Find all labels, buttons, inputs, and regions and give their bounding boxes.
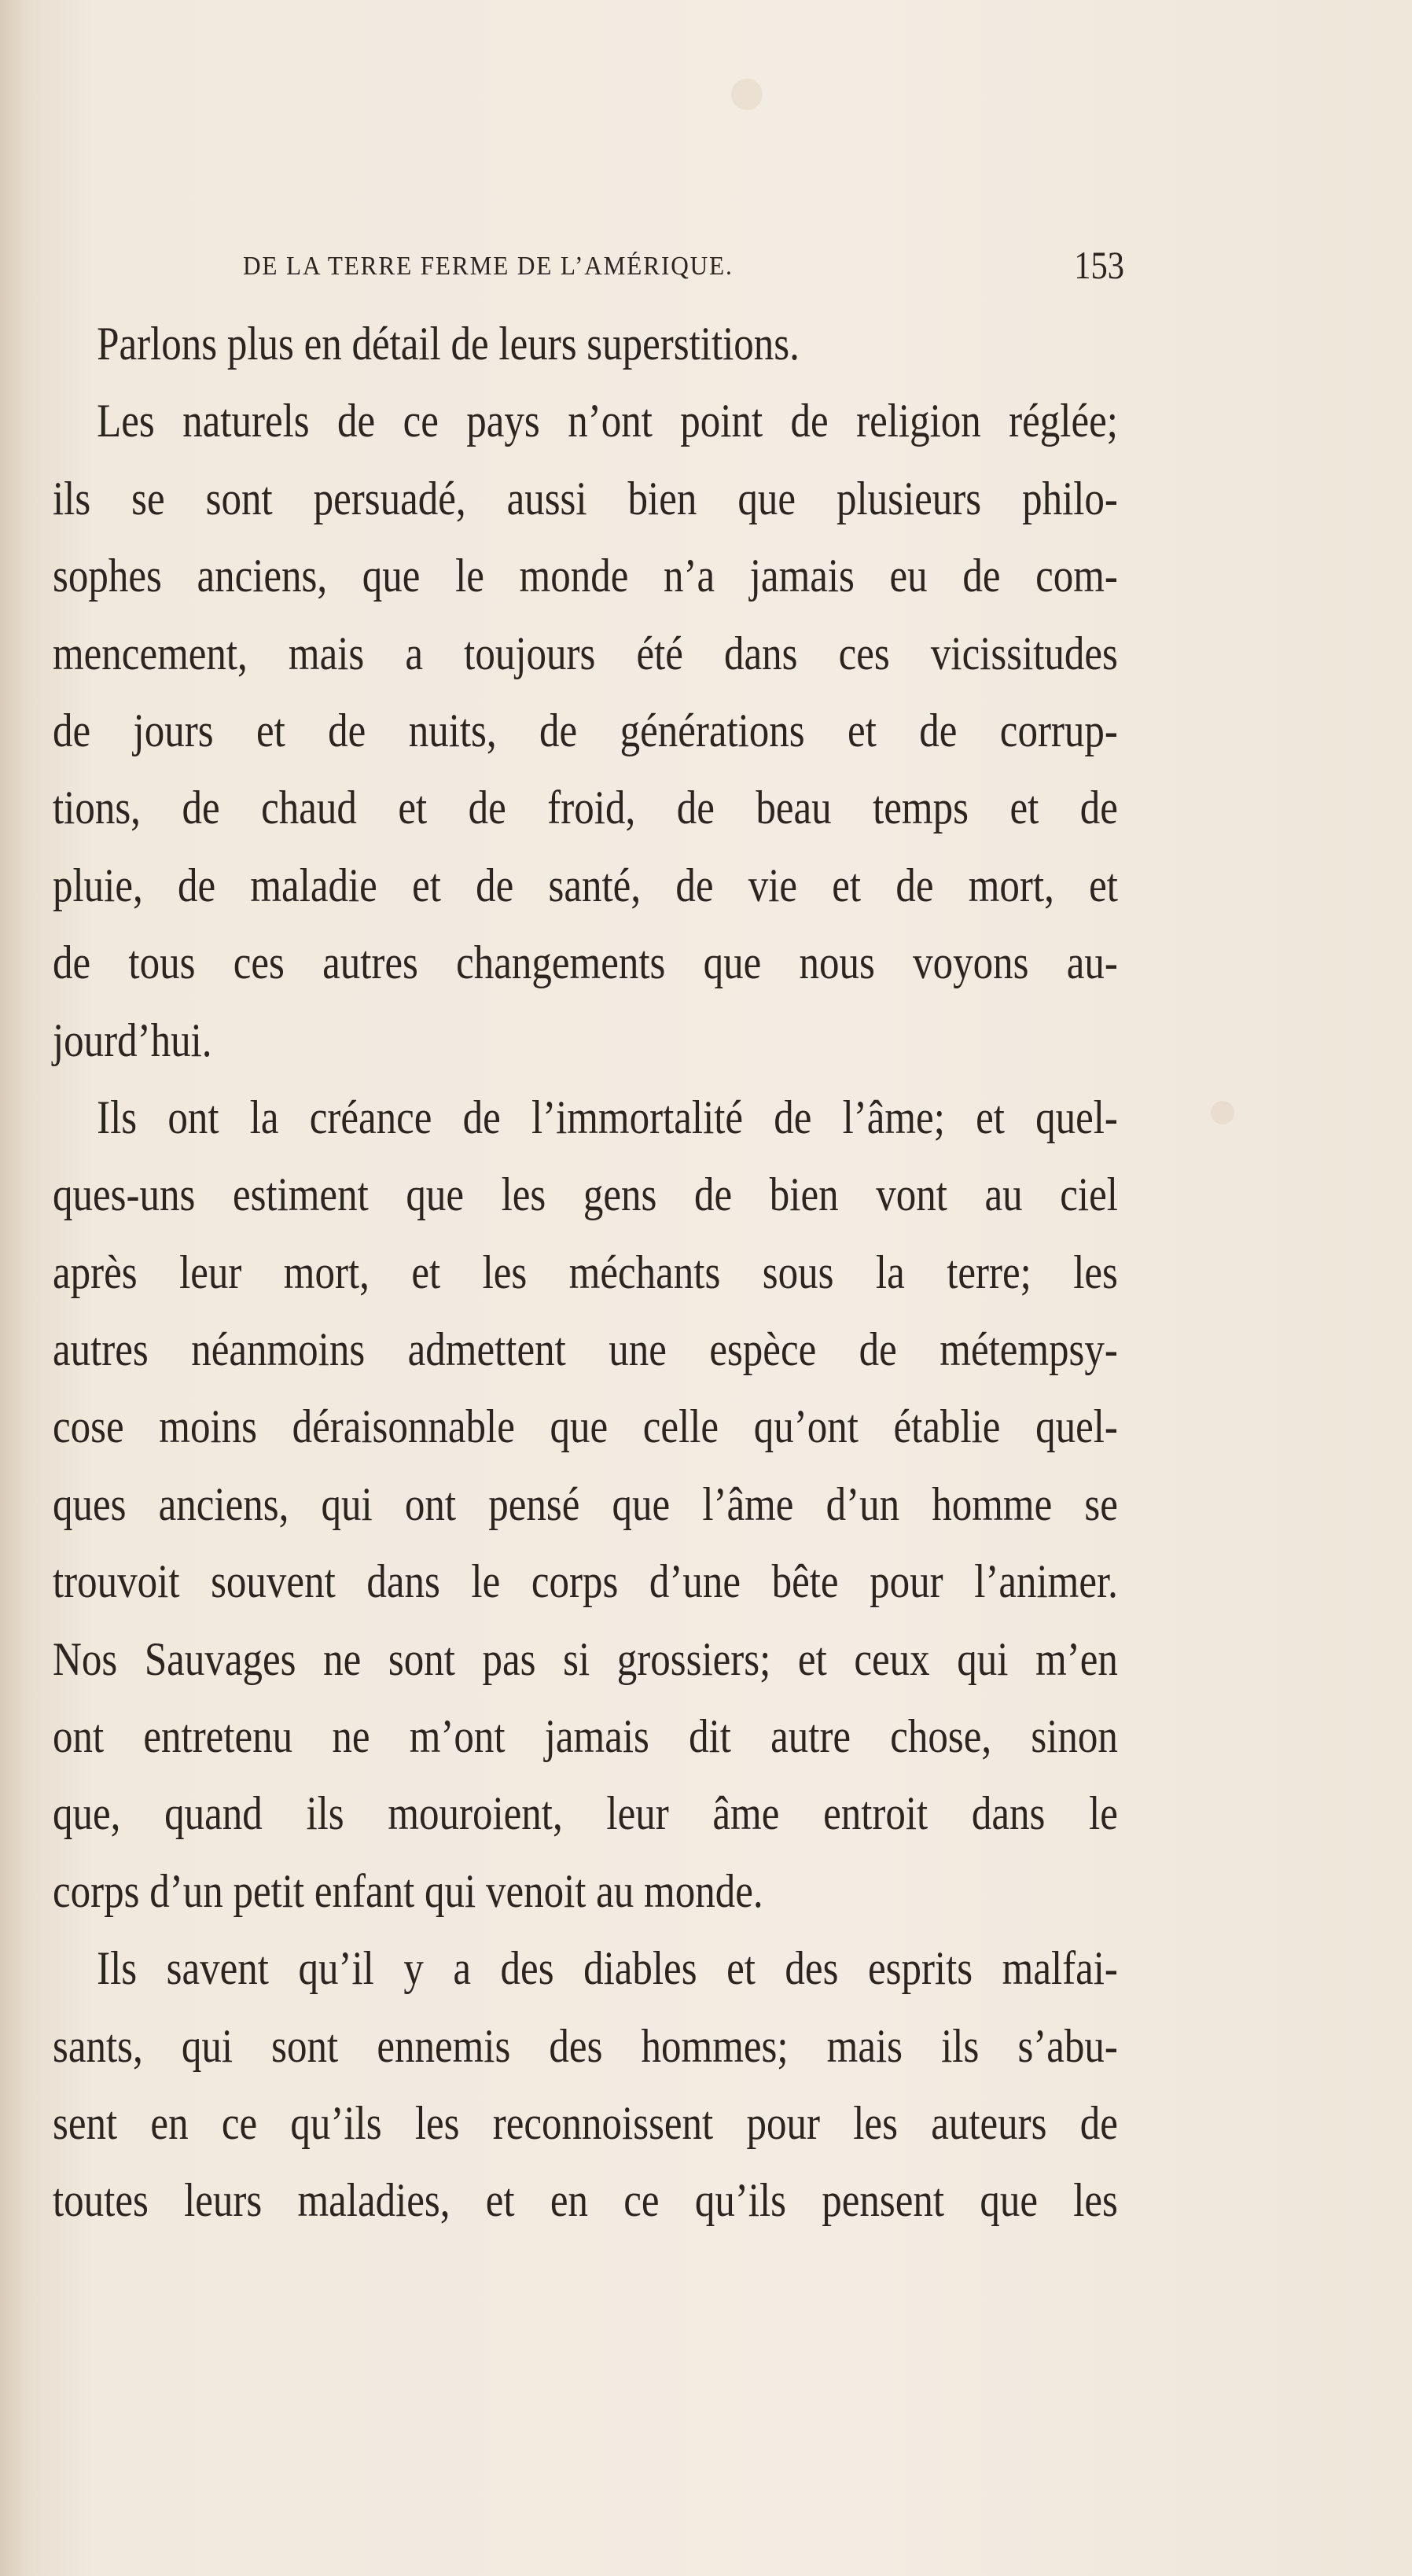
text-line: après leur mort, et les méchants sous la terre; les <box>53 1246 1118 1298</box>
text-line: de jours et de nuits, de générations et de corrup- <box>53 704 1118 756</box>
text-line: sent en ce qu’ils les reconnoissent pour les auteurs de <box>53 2096 1118 2149</box>
text-line: Les naturels de ce pays n’ont point de religion réglée; <box>97 395 1118 447</box>
paper-stain <box>731 79 763 110</box>
text-line: corps d’un petit enfant qui venoit au monde. <box>53 1864 763 1917</box>
text-line: ont entretenu ne m’ont jamais dit autre chose, sinon <box>53 1710 1118 1763</box>
text-line: mencement, mais a toujours été dans ces vicissitudes <box>53 627 1118 679</box>
text-line: cose moins déraisonnable que celle qu’ont établie quel- <box>53 1400 1118 1453</box>
text-line: ques-uns estiment que les gens de bien vont au ciel <box>53 1168 1118 1221</box>
text-line: jourd’hui. <box>53 1014 212 1066</box>
text-line: que, quand ils mouroient, leur âme entroit dans le <box>53 1787 1118 1840</box>
text-line: Ils ont la créance de l’immortalité de l’âme; et quel- <box>97 1091 1118 1143</box>
text-line: trouvoit souvent dans le corps d’une bête pour l’animer. <box>53 1555 1118 1608</box>
page-number: 153 <box>1074 243 1124 287</box>
text-line: tions, de chaud et de froid, de beau temps et de <box>53 782 1118 834</box>
text-line: sophes anciens, que le monde n’a jamais eu de com- <box>53 550 1118 602</box>
text-line: pluie, de maladie et de santé, de vie et de mort, et <box>53 859 1118 911</box>
text-line: Parlons plus en détail de leurs superstitions. <box>97 318 800 370</box>
page-header <box>236 242 1124 289</box>
text-line: Ils savent qu’il y a des diables et des esprits malfai- <box>97 1942 1118 1995</box>
paper-stain <box>1211 1101 1234 1124</box>
text-line: ils se sont persuadé, aussi bien que plusieurs philo- <box>53 472 1118 524</box>
text-line: Nos Sauvages ne sont pas si grossiers; et ceux qui m’en <box>53 1632 1118 1685</box>
text-line: toutes leurs maladies, et en ce qu’ils pensent que les <box>53 2174 1118 2227</box>
text-line: autres néanmoins admettent une espèce de métempsy- <box>53 1323 1118 1376</box>
body-text <box>53 305 1118 2239</box>
text-line: ques anciens, qui ont pensé que l’âme d’un homme se <box>53 1478 1118 1530</box>
text-line: sants, qui sont ennemis des hommes; mais ils s’abu- <box>53 2019 1118 2072</box>
text-line: de tous ces autres changements que nous voyons au- <box>53 937 1118 989</box>
running-title: DE LA TERRE FERME DE L’AMÉRIQUE. <box>243 252 734 281</box>
